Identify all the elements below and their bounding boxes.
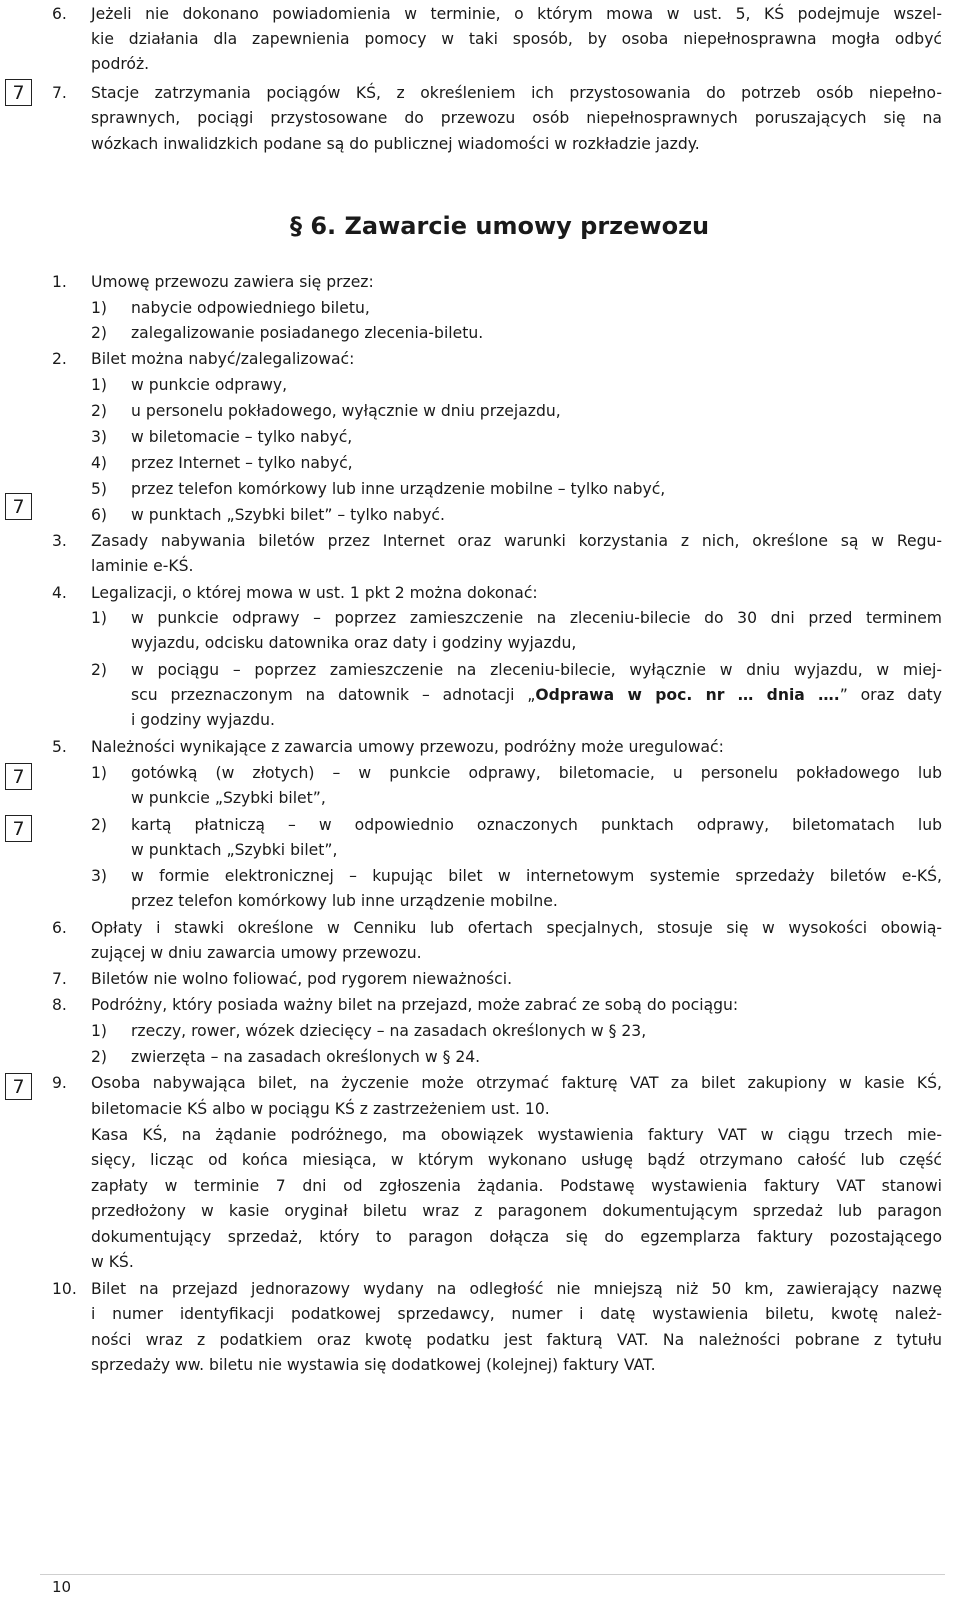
subpoint-number: 1): [91, 609, 108, 627]
subpoint-text: w punkcie odprawy,: [131, 376, 288, 394]
paragraph-line: sprawnych, pociągi przystosowane do przewozu osób niepełnosprawnych poruszających się na: [91, 109, 942, 127]
subpoint-number: 2): [91, 816, 108, 834]
paragraph-line: Kasa KŚ, na żądanie podróżnego, ma obowiązek wystawienia faktury VAT w ciągu trzech mie-: [91, 1126, 942, 1144]
paragraph-number: 7.: [52, 84, 67, 102]
paragraph-line: kie działania dla zapewnienia pomocy w taki sposób, by osoba niepełnosprawna mogła odbyć: [91, 30, 942, 48]
paragraph-line: podróż.: [91, 55, 150, 73]
subpoint-number: 2): [91, 324, 108, 342]
subpoint-number: 1): [91, 764, 108, 782]
subpoint-text: kartą płatniczą – w odpowiednio oznaczonych punktach odprawy, biletomatach lub: [131, 816, 942, 834]
subpoint-text: i godziny wyjazdu.: [131, 711, 276, 729]
subpoint-text: przez Internet – tylko nabyć,: [131, 454, 353, 472]
subpoint-text: wyjazdu, odcisku datownika oraz daty i godziny wyjazdu,: [131, 634, 577, 652]
subpoint-text: przez telefon komórkowy lub inne urządzenie mobilne – tylko nabyć,: [131, 480, 666, 498]
subpoint-text: w punktach „Szybki bilet” – tylko nabyć.: [131, 506, 445, 524]
paragraph-line: Bilet na przejazd jednorazowy wydany na odległość nie mniejszą niż 50 km, zawierający nazwę: [91, 1280, 942, 1298]
page-number: 10: [52, 1578, 72, 1596]
subpoint-text: w punkcie odprawy – poprzez zamieszczenie na zleceniu-bilecie do 30 dni przed terminem: [131, 609, 942, 627]
subpoint-text: zalegalizowanie posiadanego zlecenia-biletu.: [131, 324, 484, 342]
subpoint-number: 2): [91, 1048, 108, 1066]
footer-divider: [40, 1574, 945, 1575]
paragraph-number: 8.: [52, 996, 67, 1014]
section-heading: § 6. Zawarcie umowy przewozu: [290, 212, 710, 240]
subpoint-text-part: ” oraz daty: [839, 686, 943, 704]
paragraph-line: wózkach inwalidzkich podane są do publicznej wiadomości w rozkładzie jazdy.: [91, 135, 700, 153]
paragraph-line: biletomacie KŚ albo w pociągu KŚ z zastrzeżeniem ust. 10.: [91, 1100, 550, 1118]
paragraph-line: Jeżeli nie dokonano powiadomienia w terminie, o którym mowa w ust. 5, KŚ podejmuje wszel-: [91, 5, 942, 23]
paragraph-number: 9.: [52, 1074, 67, 1092]
subpoint-text: zwierzęta – na zasadach określonych w § 24.: [131, 1048, 481, 1066]
paragraph-number: 5.: [52, 738, 67, 756]
paragraph-number: 10.: [52, 1280, 77, 1298]
subpoint-number: 5): [91, 480, 108, 498]
paragraph-line: Opłaty i stawki określone w Cenniku lub ofertach specjalnych, stosuje się w wysokości obowią-: [91, 919, 942, 937]
paragraph-number: 1.: [52, 273, 67, 291]
paragraph-line: Stacje zatrzymania pociągów KŚ, z określeniem ich przystosowania do potrzeb osób niepełno-: [91, 84, 942, 102]
subpoint-text: w punktach „Szybki bilet”,: [131, 841, 338, 859]
subpoint-number: 1): [91, 1022, 108, 1040]
subpoint-number: 3): [91, 867, 108, 885]
paragraph-line: ności wraz z podatkiem oraz kwotę podatku jest fakturą VAT. Na należności pobrane z tytułu: [91, 1331, 942, 1349]
subpoint-text: w biletomacie – tylko nabyć,: [131, 428, 353, 446]
subpoint-text-annotated: [131, 685, 942, 705]
margin-mark: 7: [5, 79, 32, 106]
paragraph-number: 7.: [52, 970, 67, 988]
subpoint-text-part: scu przeznaczonym na datownik – adnotacji „: [131, 686, 536, 704]
paragraph-number: 2.: [52, 350, 67, 368]
subpoint-number: 2): [91, 661, 108, 679]
subpoint-number: 1): [91, 376, 108, 394]
subpoint-number: 6): [91, 506, 108, 524]
subpoint-text: nabycie odpowiedniego biletu,: [131, 299, 370, 317]
subpoint-number: 2): [91, 402, 108, 420]
margin-mark: 7: [5, 493, 32, 520]
paragraph-line: Osoba nabywająca bilet, na życzenie może otrzymać fakturę VAT za bilet zakupiony w kasie KŚ,: [91, 1074, 942, 1092]
margin-mark: 7: [5, 763, 32, 790]
margin-mark: 7: [5, 815, 32, 842]
subpoint-text: u personelu pokładowego, wyłącznie w dniu przejazdu,: [131, 402, 561, 420]
paragraph-line: w KŚ.: [91, 1253, 134, 1271]
paragraph-line: i numer identyfikacji podatkowej sprzedawcy, numer i datę wystawienia biletu, kwotę należ-: [91, 1305, 942, 1323]
paragraph-line: Bilet można nabyć/zalegalizować:: [91, 350, 355, 368]
paragraph-line: dokumentujący sprzedaż, który to paragon dołącza się do egzemplarza faktury pozostającego: [91, 1228, 942, 1246]
subpoint-text: rzeczy, rower, wózek dziecięcy – na zasadach określonych w § 23,: [131, 1022, 647, 1040]
paragraph-line: Podróżny, który posiada ważny bilet na przejazd, może zabrać ze sobą do pociągu:: [91, 996, 739, 1014]
subpoint-number: 3): [91, 428, 108, 446]
paragraph-line: zapłaty w terminie 7 dni od zgłoszenia żądania. Podstawę wystawienia faktury VAT stanowi: [91, 1177, 942, 1195]
paragraph-number: 6.: [52, 919, 67, 937]
paragraph-number: 4.: [52, 584, 67, 602]
margin-mark: 7: [5, 1073, 32, 1100]
subpoint-text: przez telefon komórkowy lub inne urządzenie mobilne.: [131, 892, 558, 910]
subpoint-text: gotówką (w złotych) – w punkcie odprawy, biletomacie, u personelu pokładowego lub: [131, 764, 942, 782]
paragraph-line: Należności wynikające z zawarcia umowy przewozu, podróżny może uregulować:: [91, 738, 724, 756]
paragraph-line: Legalizacji, o której mowa w ust. 1 pkt 2 można dokonać:: [91, 584, 538, 602]
paragraph-line: Zasady nabywania biletów przez Internet oraz warunki korzystania z nich, określone są w Regu-: [91, 532, 942, 550]
subpoint-number: 1): [91, 299, 108, 317]
annotation-bold: Odprawa w poc. nr … dnia ….: [535, 686, 840, 704]
paragraph-line: zującej w dniu zawarcia umowy przewozu.: [91, 944, 422, 962]
paragraph-line: sięcy, licząc od końca miesiąca, w którym wykonano usługę bądź otrzymano całość lub część: [91, 1151, 942, 1169]
paragraph-line: Biletów nie wolno foliować, pod rygorem nieważności.: [91, 970, 513, 988]
paragraph-number: 6.: [52, 5, 67, 23]
subpoint-number: 4): [91, 454, 108, 472]
subpoint-text: w punkcie „Szybki bilet”,: [131, 789, 326, 807]
paragraph-line: laminie e-KŚ.: [91, 557, 194, 575]
paragraph-line: sprzedaży ww. biletu nie wystawia się dodatkowej (kolejnej) faktury VAT.: [91, 1356, 656, 1374]
subpoint-text: w formie elektronicznej – kupując bilet w internetowym systemie sprzedaży biletów e-KŚ,: [131, 867, 942, 885]
paragraph-line: przedłożony w kasie oryginał biletu wraz z paragonem dokumentującym sprzedaż lub paragon: [91, 1202, 942, 1220]
paragraph-line: Umowę przewozu zawiera się przez:: [91, 273, 374, 291]
paragraph-number: 3.: [52, 532, 67, 550]
subpoint-text: w pociągu – poprzez zamieszczenie na zleceniu-bilecie, wyłącznie w dniu wyjazdu, w miej-: [131, 661, 942, 679]
